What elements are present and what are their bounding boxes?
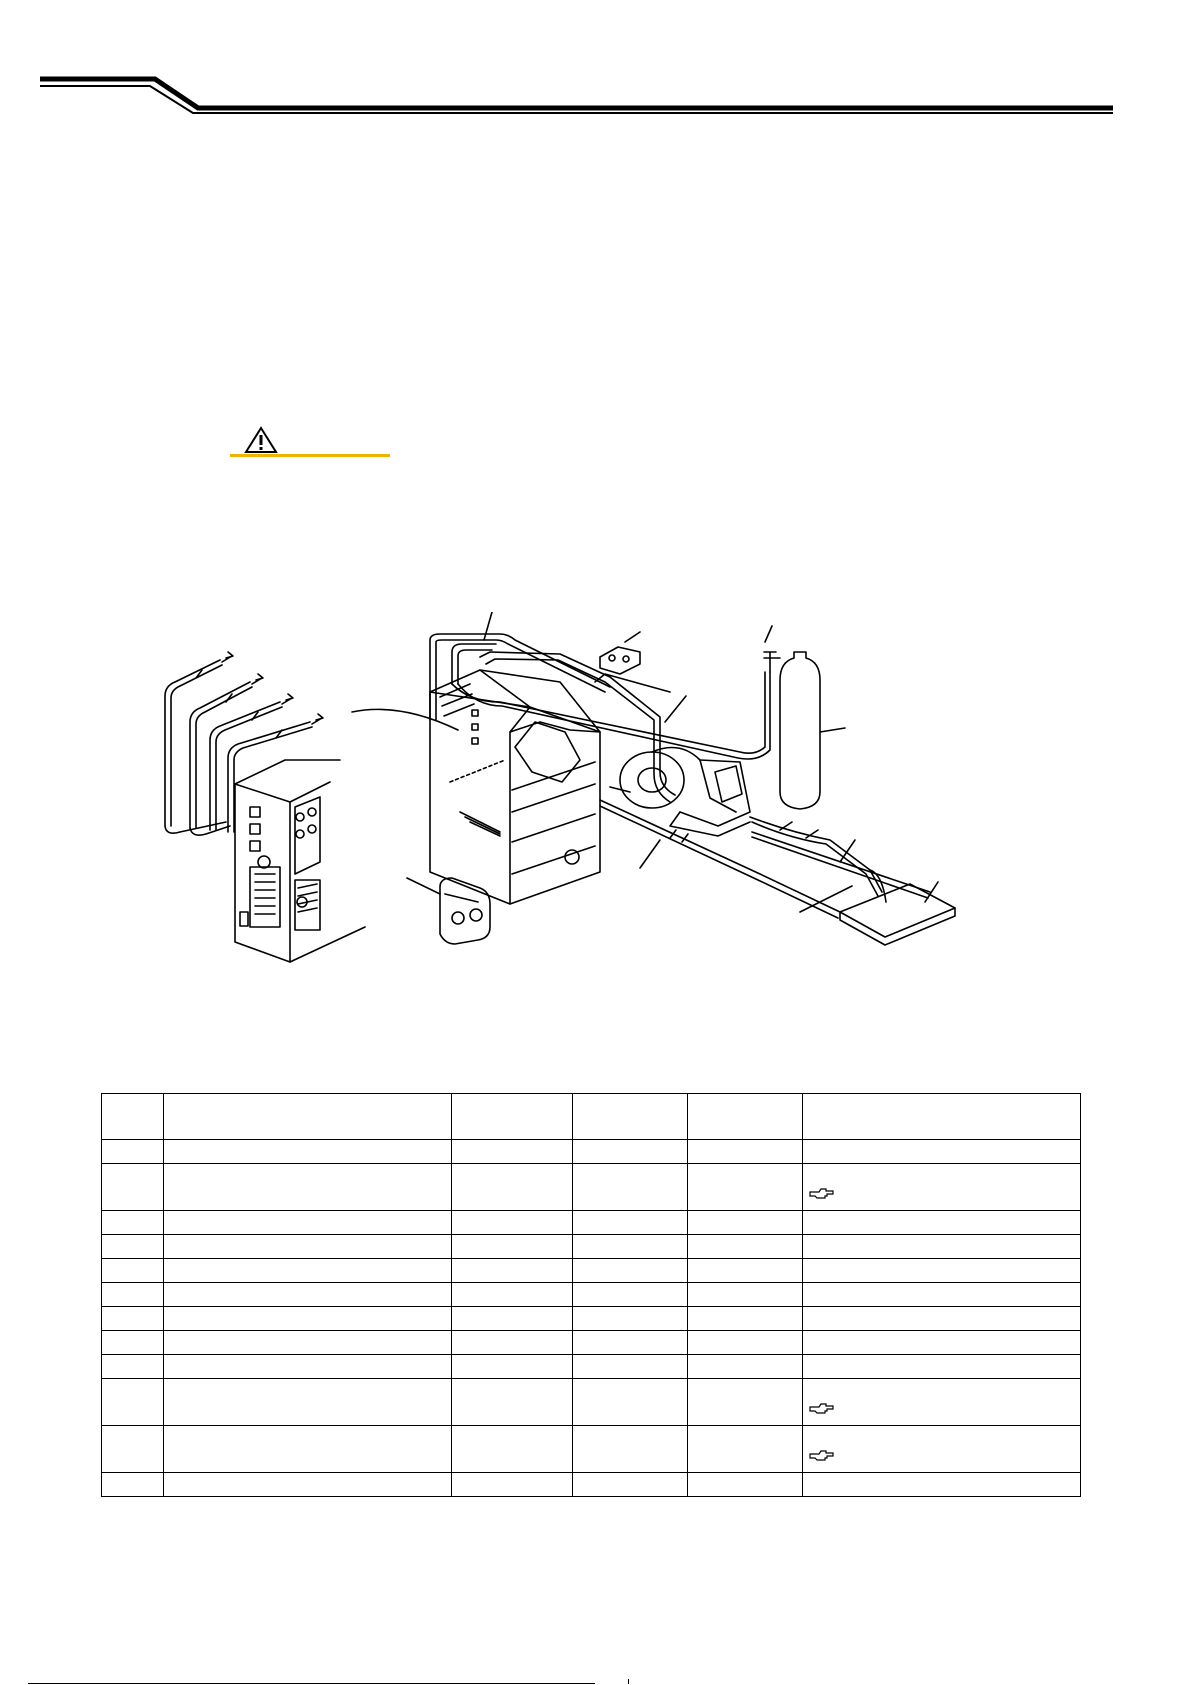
- table-cell: [452, 1140, 573, 1164]
- column-header: [803, 1094, 1081, 1140]
- table-cell: [573, 1235, 688, 1259]
- reference-hand-icon: [809, 1448, 1074, 1465]
- table-cell: [452, 1426, 573, 1473]
- table-cell: [452, 1259, 573, 1283]
- footer-tick: [628, 1679, 629, 1684]
- input-cables: [165, 652, 323, 835]
- table-cell: [573, 1259, 688, 1283]
- parts-table-body: [102, 1140, 1081, 1497]
- table-cell: [688, 1259, 803, 1283]
- column-header: [164, 1094, 452, 1140]
- table-cell: [688, 1283, 803, 1307]
- remote-control-box: [600, 632, 640, 674]
- table-cell: [164, 1140, 452, 1164]
- footer-rule: [28, 1683, 595, 1684]
- table-cell: [803, 1211, 1081, 1235]
- power-source: [430, 670, 600, 904]
- table-row: [102, 1235, 1081, 1259]
- table-cell: [803, 1473, 1081, 1497]
- table-cell: [803, 1355, 1081, 1379]
- reference-hand-icon: [809, 1186, 1074, 1203]
- table-cell: [688, 1355, 803, 1379]
- table-cell: [803, 1235, 1081, 1259]
- column-header: [452, 1094, 573, 1140]
- table-row: [102, 1259, 1081, 1283]
- table-row: [102, 1473, 1081, 1497]
- table-cell: [803, 1331, 1081, 1355]
- table-cell: [102, 1473, 164, 1497]
- table-row: [102, 1164, 1081, 1211]
- table-cell: [164, 1379, 452, 1426]
- table-cell: [688, 1164, 803, 1211]
- table-cell: [803, 1140, 1081, 1164]
- table-cell: [452, 1211, 573, 1235]
- table-cell: [573, 1426, 688, 1473]
- table-cell: [573, 1164, 688, 1211]
- table-cell: [452, 1355, 573, 1379]
- wire-feeder: [610, 748, 750, 837]
- table-cell: [102, 1140, 164, 1164]
- table-cell: [573, 1473, 688, 1497]
- table-cell: [688, 1331, 803, 1355]
- table-cell: [688, 1307, 803, 1331]
- table-cell: [803, 1307, 1081, 1331]
- table-cell: [164, 1164, 452, 1211]
- table-cell: [803, 1283, 1081, 1307]
- table-cell: [164, 1426, 452, 1473]
- table-cell: [573, 1307, 688, 1331]
- table-cell: [573, 1140, 688, 1164]
- welding-torch: [750, 817, 886, 912]
- table-header-row: [102, 1094, 1081, 1140]
- table-cell: [573, 1331, 688, 1355]
- system-diagram: [140, 612, 1040, 1042]
- table-cell: [102, 1331, 164, 1355]
- table-cell: [573, 1283, 688, 1307]
- table-cell: [102, 1211, 164, 1235]
- table-cell: [688, 1140, 803, 1164]
- table-row: [102, 1331, 1081, 1355]
- caution-underline: [230, 454, 390, 457]
- table-row: [102, 1211, 1081, 1235]
- warning-triangle-icon: [244, 426, 278, 454]
- table-cell: [164, 1331, 452, 1355]
- table-cell: [102, 1379, 164, 1426]
- ground-cable: [600, 800, 930, 918]
- table-cell: [452, 1307, 573, 1331]
- column-header: [102, 1094, 164, 1140]
- column-header: [688, 1094, 803, 1140]
- table-cell: [164, 1211, 452, 1235]
- table-cell: [452, 1379, 573, 1426]
- table-cell: [102, 1235, 164, 1259]
- table-row: [102, 1426, 1081, 1473]
- table-cell: [688, 1211, 803, 1235]
- table-cell: [803, 1259, 1081, 1283]
- table-cell: [688, 1426, 803, 1473]
- header-rule: [0, 0, 1191, 120]
- table-cell: [102, 1283, 164, 1307]
- table-row: [102, 1379, 1081, 1426]
- table-cell: [164, 1307, 452, 1331]
- table-cell: [688, 1473, 803, 1497]
- table-cell: [452, 1164, 573, 1211]
- power-source-rear: [235, 760, 365, 962]
- table-cell: [803, 1379, 1081, 1426]
- table-cell: [573, 1355, 688, 1379]
- table-cell: [102, 1259, 164, 1283]
- table-cell: [164, 1473, 452, 1497]
- table-cell: [102, 1426, 164, 1473]
- table-cell: [573, 1211, 688, 1235]
- connector-curve: [352, 709, 458, 730]
- table-cell: [164, 1235, 452, 1259]
- table-cell: [803, 1426, 1081, 1473]
- table-cell: [164, 1283, 452, 1307]
- gas-cylinder: [764, 626, 845, 809]
- table-cell: [452, 1235, 573, 1259]
- table-cell: [452, 1331, 573, 1355]
- analog-remote-control: [407, 878, 490, 944]
- table-cell: [688, 1379, 803, 1426]
- table-row: [102, 1355, 1081, 1379]
- table-cell: [164, 1259, 452, 1283]
- table-cell: [452, 1283, 573, 1307]
- table-cell: [102, 1355, 164, 1379]
- reference-hand-icon: [809, 1401, 1074, 1418]
- table-cell: [688, 1235, 803, 1259]
- caution-marker: [230, 424, 390, 458]
- column-header: [573, 1094, 688, 1140]
- table-row: [102, 1140, 1081, 1164]
- table-cell: [573, 1379, 688, 1426]
- table-cell: [452, 1473, 573, 1497]
- table-row: [102, 1283, 1081, 1307]
- table-cell: [102, 1307, 164, 1331]
- table-cell: [102, 1164, 164, 1211]
- table-row: [102, 1307, 1081, 1331]
- table-cell: [803, 1164, 1081, 1211]
- table-cell: [164, 1355, 452, 1379]
- parts-table: [101, 1093, 1081, 1497]
- base-metal: [840, 882, 955, 945]
